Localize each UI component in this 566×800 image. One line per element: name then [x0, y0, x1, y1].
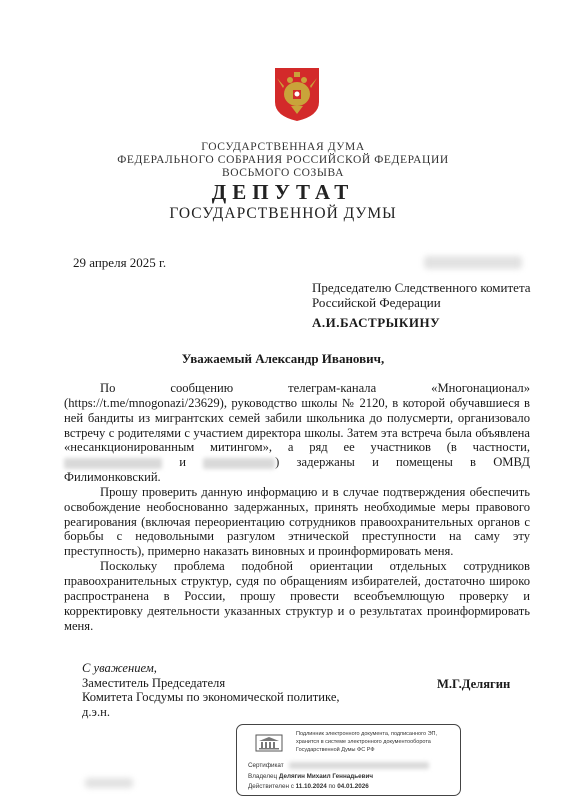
stamp-valid-to-label: по [328, 783, 336, 790]
coat-of-arms-icon [273, 66, 321, 122]
letter-body [64, 381, 530, 633]
closing-title-2: Комитета Госдумы по экономической политике, [82, 690, 340, 705]
stamp-valid-from: 11.10.2024 [295, 783, 327, 790]
header-line-convocation: ВОСЬМОГО СОЗЫВА [221, 167, 345, 179]
redacted-outgoing-number [424, 256, 522, 269]
salutation: Уважаемый Александр Иванович, [181, 351, 385, 366]
addressee-name: А.И.БАСТРЫКИНУ [312, 315, 441, 330]
paragraph-1-and: и [179, 455, 186, 470]
paragraph-2: Прошу проверить данную информацию и в случае подтверждения обеспечить освобождение необоснованно задержанных, принять необходимые меры правового реагирования (включая переориентацию сотрудников правоохранительных органов с борьбы с недовольными разгулом этнической преступности на саму эту преступность), примерно наказать виновных и проинформировать меня. [64, 484, 530, 559]
letter-date: 29 апреля 2025 г. [73, 255, 167, 270]
stamp-valid-label: Действителен с [248, 783, 294, 790]
stamp-validity-row [248, 783, 369, 790]
closing-title-1: Заместитель Председателя [82, 675, 226, 690]
redacted-certificate-number [289, 762, 429, 769]
deputy-title: ДЕПУТАТ [211, 180, 355, 204]
parliament-building-icon [255, 734, 283, 752]
deputy-subtitle: ГОСУДАРСТВЕННОЙ ДУМЫ [169, 205, 397, 222]
header-line-duma: ГОСУДАРСТВЕННАЯ ДУМА [201, 141, 365, 153]
paragraph-1-text-a: По сообщению телеграм-канала «Многонационал» (https://t.me/mnogonazi/23629), руководство школы № 2120, в которой обучавшиеся в ней бандиты из мигрантских семей забили школьника до полусмерти, организовало встречу с родителями с участием директора школы. Затем эта встреча была объявлена «несанкционированным митингом», а ряд ее участников (в частности, [64, 381, 530, 455]
stamp-certificate-row [248, 762, 429, 769]
stamp-note: Подлинник электронного документа, подписанного ЭП, хранится в системе электронного документооборота Государственной Думы ФС РФ [296, 731, 438, 753]
addressee-line-1: Председателю Следственного комитета [312, 280, 531, 295]
closing-block [82, 661, 340, 720]
addressee-line-2: Российской Федерации [312, 295, 441, 310]
stamp-owner-value: Делягин Михаил Геннадьевич [278, 773, 374, 780]
header-line-assembly: ФЕДЕРАЛЬНОГО СОБРАНИЯ РОССИЙСКОЙ ФЕДЕРАЦИИ [117, 154, 449, 166]
stamp-valid-to: 04.01.2026 [337, 783, 369, 790]
stamp-owner-row [248, 773, 373, 780]
paragraph-1-text-b: ) задержаны и помещены в ОМВД Филимонковский. [64, 455, 530, 485]
closing-degree: д.э.н. [82, 705, 110, 720]
electronic-signature-stamp [236, 724, 461, 796]
paragraph-1 [64, 381, 530, 485]
signer-name: М.Г.Делягин [437, 677, 511, 691]
closing-regards: С уважением, [82, 661, 157, 675]
stamp-certificate-label: Сертификат [248, 762, 284, 770]
paragraph-3: Поскольку проблема подобной ориентации отдельных сотрудников правоохранительных структур, судя по обращениям избирателей, достаточно широко распространена в России, прошу провести всеобъемлющую проверку и корректировку деятельности указанных структур и о результатах проинформировать меня. [64, 559, 530, 633]
redacted-name-2 [203, 458, 275, 469]
redacted-name-1 [64, 458, 162, 469]
stamp-owner-label: Владелец [248, 773, 278, 780]
redacted-executor-info [85, 778, 133, 788]
